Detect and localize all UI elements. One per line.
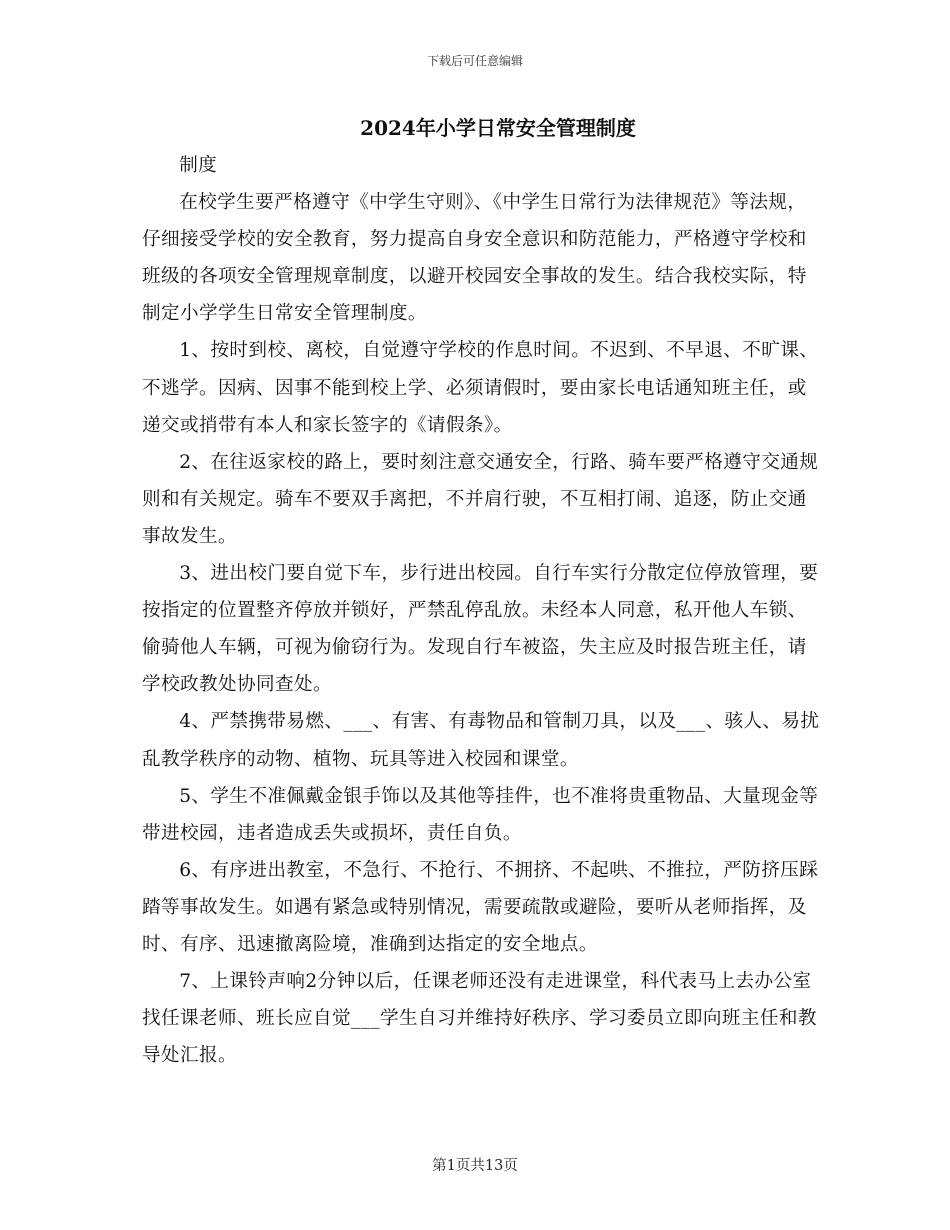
paragraph-rule-1: 1、按时到校、离校，自觉遵守学校的作息时间。不迟到、不早退、不旷课、不逃学。因病、因事不能到校上学、必须请假时，要由家长电话通知班主任，或递交或捎带有本人和家长签字的《请假条》。 [142,340,819,436]
paragraph-rule-4: 4、严禁携带易燃、___、有害、有毒物品和管制刀具，以及___、骇人、易扰乱教学秩序的动物、植物、玩具等进入校园和课堂。 [142,711,820,770]
paragraph-rule-7: 7、上课铃声响2分钟以后，任课老师还没有走进课堂，科代表马上去办公室找任课老师、班长应自觉___学生自习并维持好秩序、学习委员立即向班主任和教导处汇报。 [142,971,817,1067]
paragraph-rule-6: 6、有序进出教室，不急行、不抢行、不拥挤、不起哄、不推拉，严防挤压踩踏等事故发生。如遇有紧急或特别情况，需要疏散或避险，要听从老师指挥，及时、有序、迅速撤离险境，准确到达指定的安全地点。 [142,859,819,955]
paragraph-rule-5: 5、学生不准佩戴金银手饰以及其他等挂件，也不准将贵重物品、大量现金等带进校园，违者造成丢失或损坏，责任自负。 [142,785,819,844]
page-header-note: 下载后可任意编辑 [426,54,523,68]
page-number: 第1页共13页 [432,1158,518,1174]
document-body [142,147,822,1074]
paragraph-rule-3: 3、进出校门要自觉下车，步行进出校园。自行车实行分散定位停放管理，要按指定的位置整齐停放并锁好，严禁乱停乱放。未经本人同意，私开他人车锁、偷骑他人车辆，可视为偷窃行为。发现自行车被盗，失主应及时报告班主任，请学校政教处协同查处。 [142,563,819,696]
paragraph-rule-2: 2、在往返家校的路上，要时刻注意交通安全，行路、骑车要严格遵守交通规则和有关规定。骑车不要双手离把，不并肩行驶，不互相打闹、追逐，防止交通事故发生。 [142,451,819,547]
document-title: 2024年小学日常安全管理制度 [360,116,636,140]
paragraph-heading: 制度 [179,155,218,176]
paragraph-intro: 在校学生要严格遵守《中学生守则》、《中学生日常行为法律规范》等法规，仔细接受学校的安全教育，努力提高自身安全意识和防范能力，严格遵守学校和班级的各项安全管理规章制度，以避开校园安全事故的发生。结合我校实际，特制定小学学生日常安全管理制度。 [142,192,807,325]
